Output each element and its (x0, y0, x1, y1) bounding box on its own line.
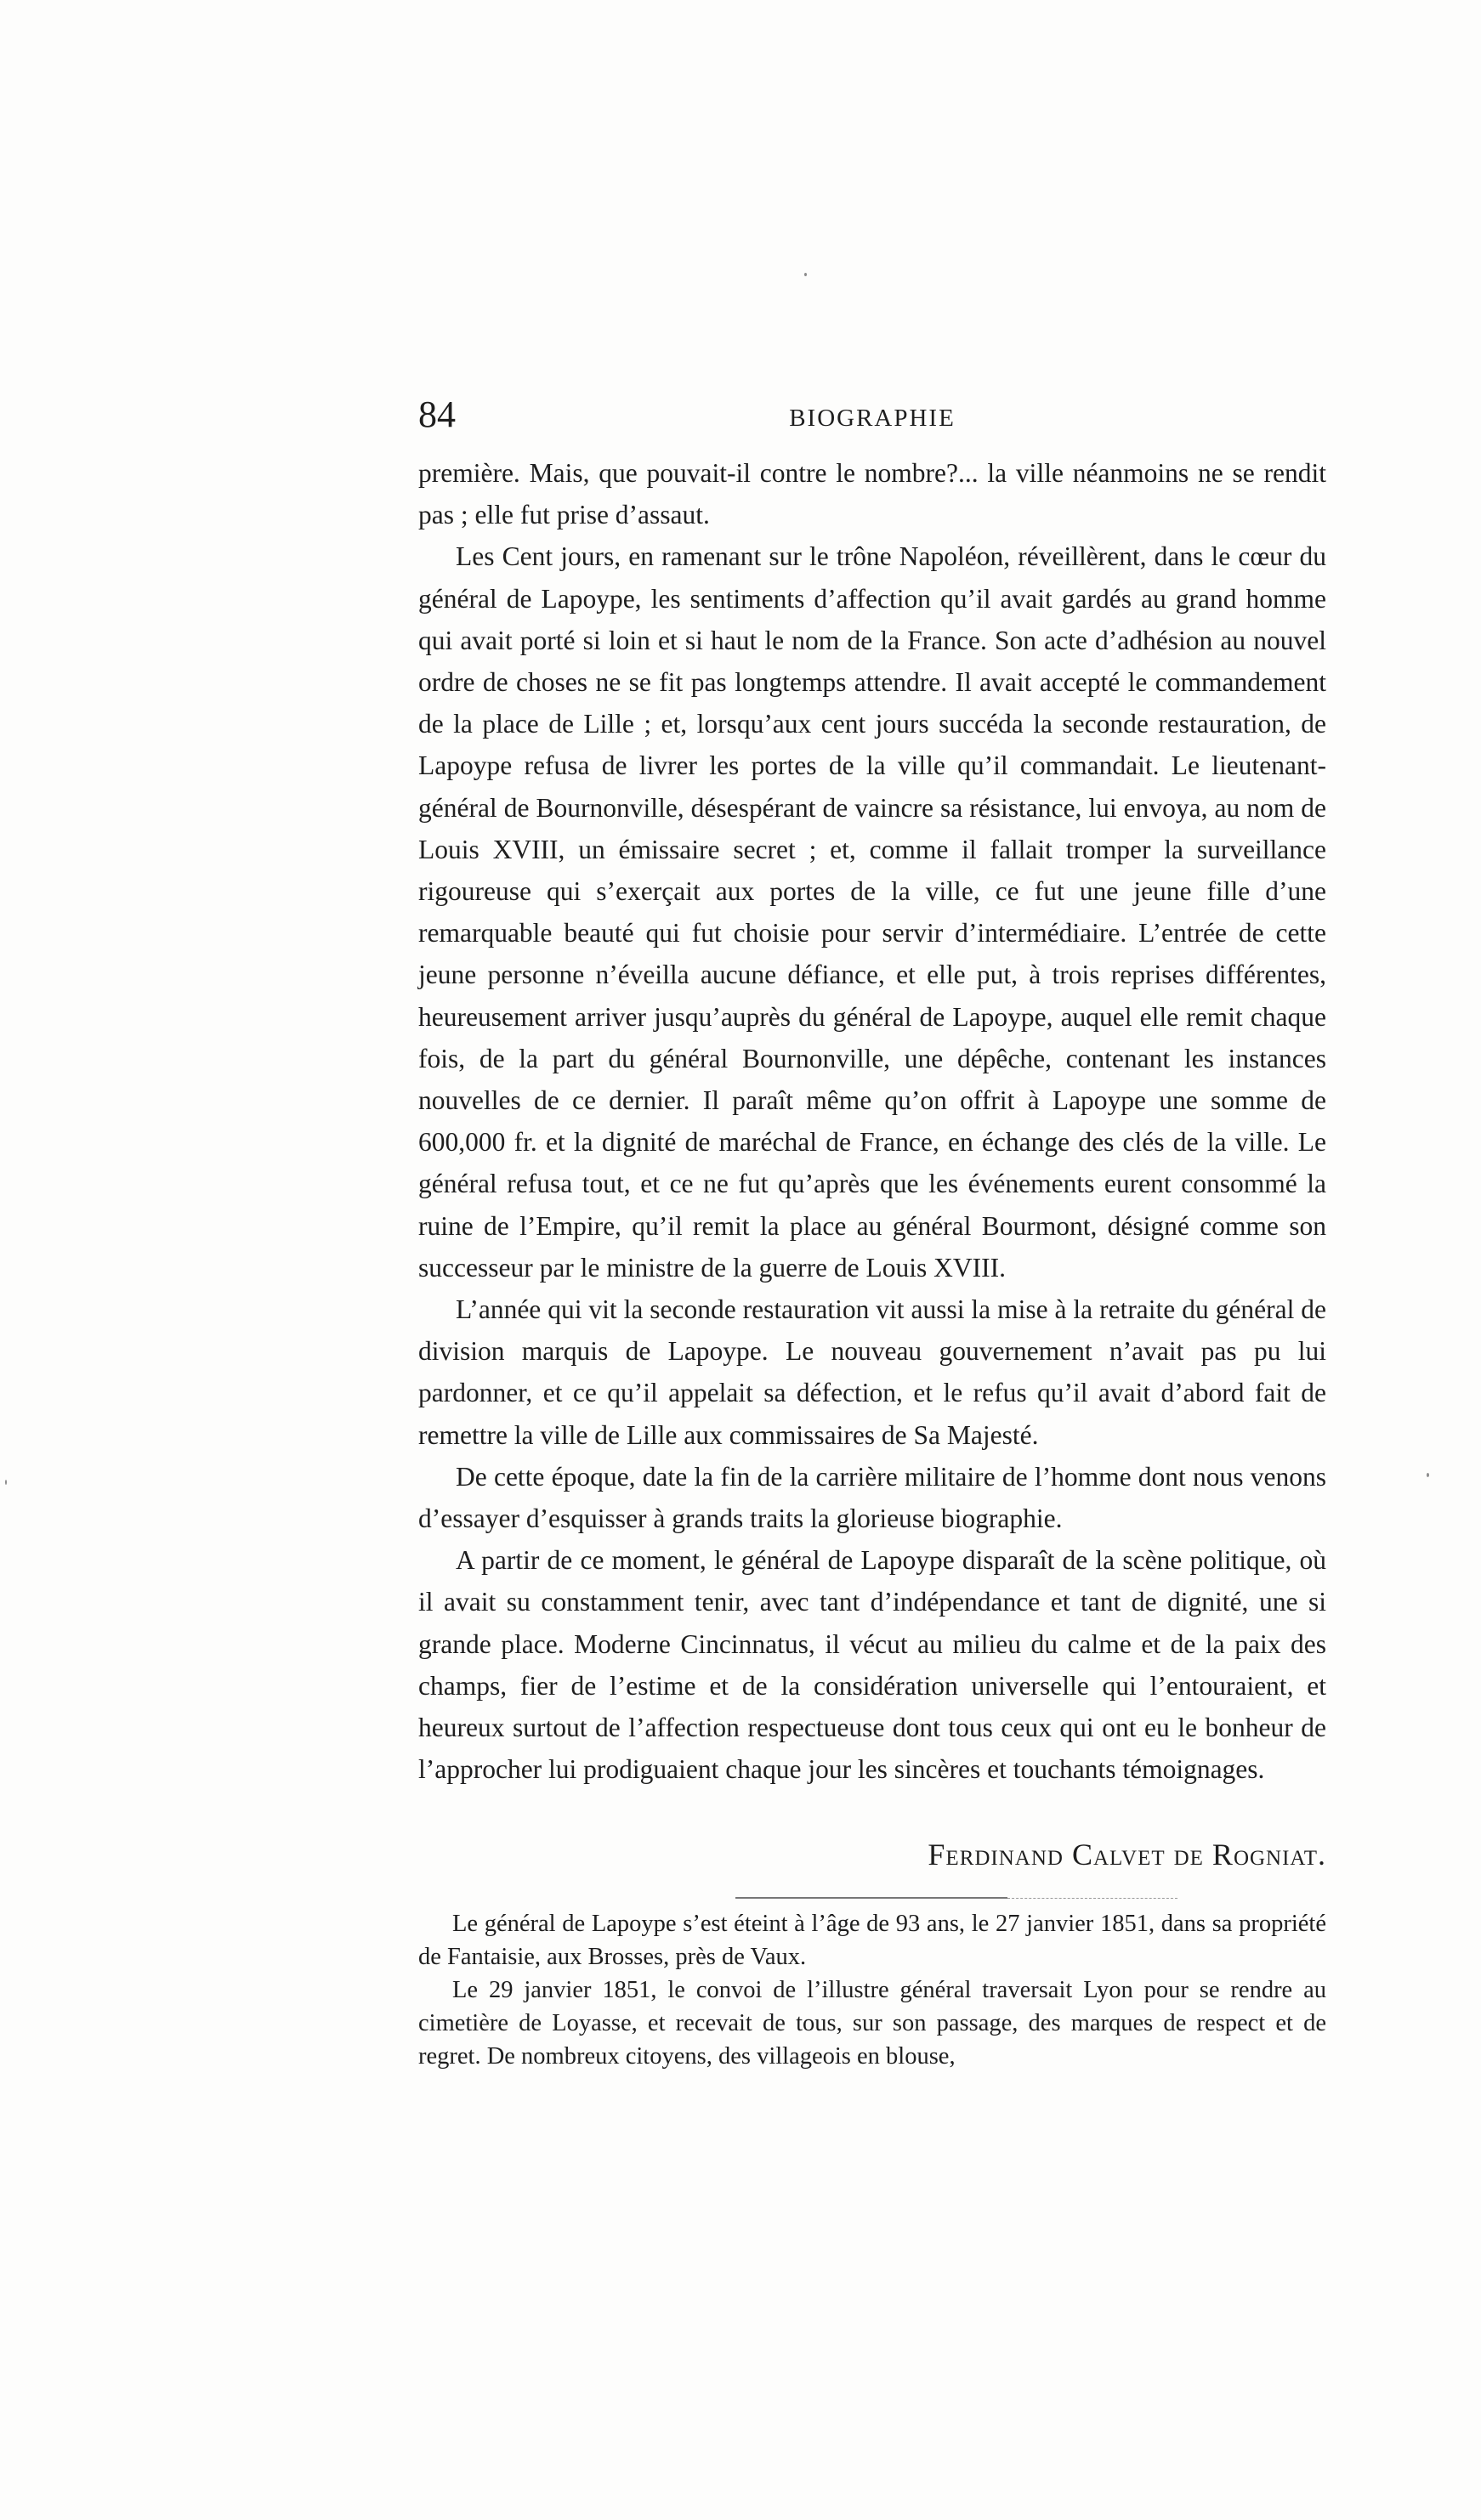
paragraph-fin-carriere: De cette époque, date la fin de la carrière militaire de l’homme dont nous venons d’essayer d’esquisser à grands traits la glorieuse biographie. (418, 1461, 1326, 1534)
paragraph-retraite: L’année qui vit la seconde restauration vit aussi la mise à la retraite du général de division marquis de Lapoype. Le nouveau gouvernement n’avait pas pu lui pardonner, et ce qu’il appelait sa défection, et le refus qu’il avait d’abord fait de remettre la ville de Lille aux commissaires de Sa Majesté. (418, 1294, 1326, 1450)
paragraph-continuation: première. Mais, que pouvait-il contre le nombre?... la ville néanmoins ne se rendit pas ; elle fut prise d’assaut. (418, 458, 1326, 530)
ink-speck (1427, 1473, 1429, 1477)
paragraph-cent-jours: Les Cent jours, en ramenant sur le trône Napoléon, réveillèrent, dans le cœur du général de Lapoype, les sentiments d’affection qu’il avait gardés au grand homme qui avait porté si loin et si haut le nom de la France. Son acte d’adhésion au nouvel ordre de choses ne se fit pas longtemps attendre. Il avait accepté le commandement de la place de Lille ; et, lorsqu’aux cent jours succéda la seconde restauration, de Lapoype refusa de livrer les portes de la ville qu’il commandait. Le lieutenant-général de Bournonville, désespérant de vaincre sa résistance, lui envoya, au nom de Louis XVIII, un émissaire secret ; et, comme il fallait tromper la surveillance rigoureuse qui s’exerçait aux portes de la ville, ce fut une jeune fille d’une remarquable beauté qui fut choisie pour servir d’intermédiaire. L’entrée de cette jeune personne n’éveilla aucune défiance, et elle put, à trois reprises différentes, heureusement arriver jusqu’auprès du général de Lapoype, auquel elle remit chaque fois, de la part du général Bournonville, une dépêche, contenant les instances nouvelles de ce dernier. Il paraît même qu’on offrit à Lapoype une somme de 600,000 fr. et la dignité de maréchal de France, en échange des clés de la ville. Le général refusa tout, et ce ne fut qu’après que les événements eurent consommé la ruine de l’Empire, qu’il remit la place au général Bourmont, désigné comme son successeur par le ministre de la guerre de Louis XVIII. (418, 541, 1326, 1283)
page-number: 84 (418, 394, 456, 435)
ink-speck (5, 1480, 7, 1485)
signature-area (418, 0, 1326, 2520)
separator-rule (735, 1897, 1007, 1899)
running-title: BIOGRAPHIE (789, 405, 956, 432)
note-deces: Le général de Lapoype s’est éteint à l’âge de 93 ans, le 27 janvier 1851, dans sa propriété de Fantaisie, aux Brosses, près de Vaux. (418, 1911, 1326, 1970)
separator-rule-tail (1007, 1898, 1177, 1899)
author-signature: Ferdinand Calvet de Rogniat. (928, 1838, 1326, 1872)
note-convoi: Le 29 janvier 1851, le convoi de l’illustre général traversait Lyon pour se rendre au cimetière de Loyasse, et recevait de tous, sur son passage, des marques de respect et de regret. De nombreux citoyens, des villageois en blouse, (418, 1977, 1326, 2070)
notes-section (418, 1907, 1326, 2073)
paragraph-vie-privee: A partir de ce moment, le général de Lapoype disparaît de la scène politique, où il avait su constamment tenir, avec tant d’indépendance et tant de dignité, une si grande place. Moderne Cincinnatus, il vécut au milieu du calme et de la paix des champs, fier de l’estime et de la considération universelle qui l’entouraient, et heureux surtout de l’affection respectueuse dont tous ceux qui ont eu le bonheur de l’approcher lui prodiguaient chaque jour les sincères et touchants témoignages. (418, 1545, 1326, 1785)
